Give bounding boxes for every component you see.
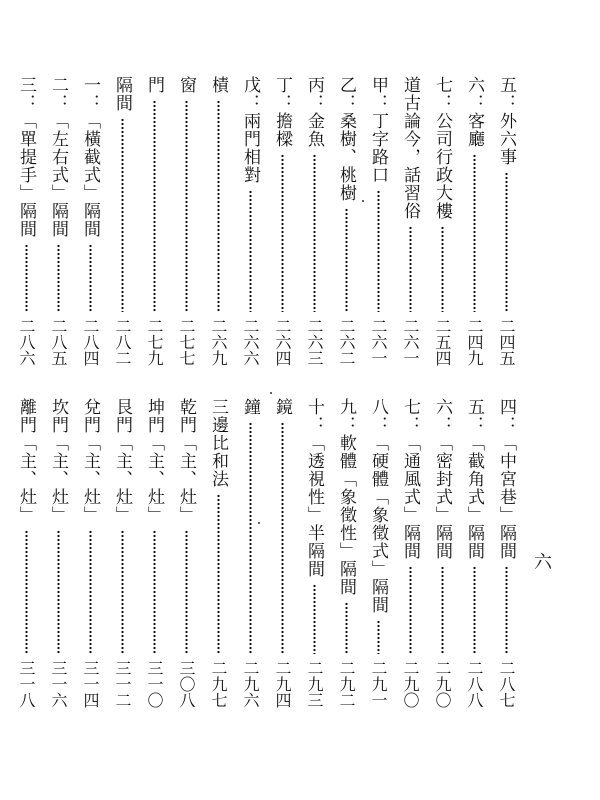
toc-entry-page: 二六一 (401, 318, 420, 366)
toc-entry-title: 兌門「主、灶」 (80, 398, 100, 524)
toc-entry-title: 乾門「主、灶」 (176, 398, 196, 524)
toc-entry-title: 鏡 (272, 398, 292, 416)
toc-entry-page: 三一八 (17, 660, 36, 708)
toc-entry-page: 二八六 (17, 318, 36, 366)
toc-top-block (10, 76, 522, 366)
toc-entry (426, 76, 458, 366)
toc-entry-page: 二四九 (465, 318, 484, 366)
toc-entry-page: 二九六 (241, 660, 260, 708)
toc-entry (106, 76, 138, 366)
toc-entry-page: 三一二 (113, 660, 132, 708)
leader-dots (25, 530, 28, 654)
toc-entry (234, 398, 266, 708)
toc-entry (458, 76, 490, 366)
toc-entry (10, 76, 42, 366)
toc-entry-page: 二六九 (209, 318, 228, 366)
toc-entry-page: 二七九 (145, 318, 164, 366)
toc-entry-title: 三邊比和法 (208, 398, 228, 488)
toc-entry-page: 三一四 (81, 660, 100, 708)
toc-entry (170, 76, 202, 366)
toc-entry (394, 398, 426, 708)
toc-entry (490, 76, 522, 366)
toc-entry (170, 398, 202, 708)
toc-entry-title: 五：「截角式」隔間 (464, 398, 484, 560)
toc-entry (234, 76, 266, 366)
toc-entry-page: 二六一 (369, 318, 388, 366)
scan-speck (270, 392, 272, 394)
leader-dots (505, 172, 508, 312)
toc-entry (266, 398, 298, 708)
leader-dots (281, 154, 284, 312)
toc-entry-page: 二九七 (209, 660, 228, 708)
toc-entry-page: 二九〇 (401, 660, 420, 708)
toc-entry-title: 道古論今，話習俗 (400, 76, 420, 220)
toc-entry (138, 76, 170, 366)
toc-entry-title: 離門「主、灶」 (16, 398, 36, 524)
toc-entry-page: 二八二 (113, 318, 132, 366)
toc-entry-title: 鐘 (240, 398, 260, 416)
toc-entry-page: 二九〇 (433, 660, 452, 708)
toc-entry-page: 二八五 (49, 318, 68, 366)
toc-entry-page: 二八八 (465, 660, 484, 708)
toc-entry-page: 三一〇 (145, 660, 164, 708)
scan-speck (362, 200, 364, 202)
toc-entry (394, 76, 426, 366)
toc-entry-title: 丁：擔樑 (272, 76, 292, 148)
leader-dots (249, 422, 252, 654)
leader-dots (121, 530, 124, 654)
toc-entry-page: 二九一 (369, 660, 388, 708)
toc-entry-page: 二六二 (337, 318, 356, 366)
toc-entry-page: 二九二 (337, 660, 356, 708)
toc-entry-page: 二四五 (497, 318, 516, 366)
toc-entry (330, 398, 362, 708)
toc-entry (138, 398, 170, 708)
leader-dots (345, 602, 348, 654)
toc-entry-title: 隔間 (112, 76, 132, 112)
toc-entry-title: 十：「透視性」半隔間 (304, 398, 324, 578)
toc-entry-title: 丙：金魚 (304, 76, 324, 148)
toc-entry (362, 398, 394, 708)
toc-entry (266, 76, 298, 366)
toc-entry-page: 二五四 (433, 318, 452, 366)
toc-entry-page: 二七七 (177, 318, 196, 366)
leader-dots (153, 530, 156, 654)
leader-dots (57, 530, 60, 654)
toc-entry-page: 二六三 (305, 318, 324, 366)
toc-entry-title: 二：「左右式」隔間 (48, 76, 68, 238)
toc-entry-page: 三一六 (49, 660, 68, 708)
toc-bottom-block (10, 398, 522, 708)
toc-entry-title: 八：「硬體「象徵式」隔間 (368, 398, 388, 614)
toc-entry (298, 398, 330, 708)
toc-entry-page: 二八七 (497, 660, 516, 708)
toc-entry-title: 窗 (176, 76, 196, 94)
page-number-marker: 六 (531, 552, 552, 570)
toc-entry-title: 七：「通風式」隔間 (400, 398, 420, 560)
toc-entry (202, 76, 234, 366)
leader-dots (25, 244, 28, 312)
toc-entry (490, 398, 522, 708)
leader-dots (185, 100, 188, 312)
toc-entry (74, 76, 106, 366)
leader-dots (473, 154, 476, 312)
leader-dots (217, 494, 220, 654)
toc-entry-title: 三：「單提手」隔間 (16, 76, 36, 238)
toc-entry (298, 76, 330, 366)
leader-dots (345, 208, 348, 312)
toc-entry-title: 樍 (208, 76, 228, 94)
toc-entry (74, 398, 106, 708)
leader-dots (409, 566, 412, 654)
toc-entry (458, 398, 490, 708)
scan-speck (258, 522, 260, 524)
toc-entry (426, 398, 458, 708)
leader-dots (57, 244, 60, 312)
leader-dots (89, 244, 92, 312)
leader-dots (249, 190, 252, 312)
toc-entry-title: 坤門「主、灶」 (144, 398, 164, 524)
leader-dots (441, 226, 444, 312)
leader-dots (185, 530, 188, 654)
toc-entry-title: 一：「橫截式」隔間 (80, 76, 100, 238)
toc-entry (330, 76, 362, 366)
toc-entry-title: 艮門「主、灶」 (112, 398, 132, 524)
toc-entry-title: 七：公司行政大樓 (432, 76, 452, 220)
toc-entry-title: 乙：桑樹、桃樹 (336, 76, 356, 202)
leader-dots (217, 100, 220, 312)
leader-dots (281, 422, 284, 654)
toc-entry-title: 甲：丁字路口 (368, 76, 388, 184)
leader-dots (153, 100, 156, 312)
leader-dots (121, 118, 124, 312)
toc-entry (106, 398, 138, 708)
leader-dots (505, 566, 508, 654)
leader-dots (89, 530, 92, 654)
toc-entry (202, 398, 234, 708)
toc-entry-title: 六：「密封式」隔間 (432, 398, 452, 560)
toc-entry-title: 五：外六事 (496, 76, 516, 166)
toc-entry-page: 二八四 (81, 318, 100, 366)
toc-entry-title: 戊：兩門相對 (240, 76, 260, 184)
toc-entry (42, 76, 74, 366)
leader-dots (313, 154, 316, 312)
toc-entry-page: 三〇八 (177, 660, 196, 708)
toc-entry-title: 九：軟體「象徵性」隔間 (336, 398, 356, 596)
leader-dots (473, 566, 476, 654)
toc-entry-page: 二九四 (273, 660, 292, 708)
toc-entry (10, 398, 42, 708)
toc-entry-title: 門 (144, 76, 164, 94)
toc-entry-page: 二九三 (305, 660, 324, 708)
leader-dots (313, 584, 316, 654)
toc-entry-title: 四：「中宮巷」隔間 (496, 398, 516, 560)
toc-entry (362, 76, 394, 366)
toc-entry-title: 六：客廳 (464, 76, 484, 148)
toc-entry-page: 二六四 (273, 318, 292, 366)
leader-dots (377, 620, 380, 654)
leader-dots (409, 226, 412, 312)
leader-dots (441, 566, 444, 654)
toc-entry-title: 坎門「主、灶」 (48, 398, 68, 524)
leader-dots (377, 190, 380, 312)
toc-entry-page: 二六六 (241, 318, 260, 366)
toc-entry (42, 398, 74, 708)
